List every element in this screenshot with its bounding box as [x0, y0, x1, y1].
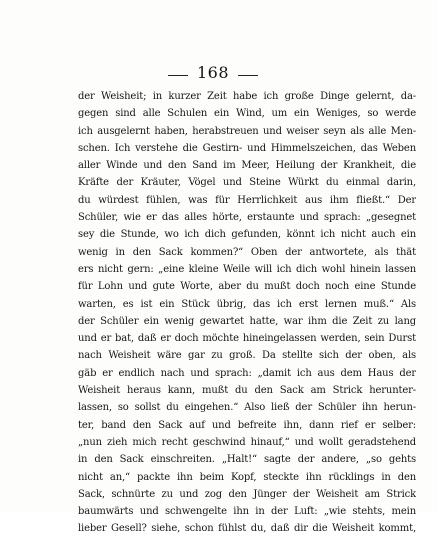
text-line: sey die Stunde, wo ich dich gefunden, könnt ich nicht auch ein — [78, 229, 416, 241]
text-line: wenig in den Sack kommen?“ Oben der antwortete, als thät — [78, 246, 416, 258]
page-number: 168 — [196, 63, 230, 82]
body-text — [78, 88, 416, 538]
text-line: und er bat, daß er doch möchte hineingelassen werden, sein Durst — [78, 333, 416, 345]
text-line: der Schüler ein wenig gewartet hatte, war ihm die Zeit zu lang — [78, 315, 416, 327]
header-rule-right — [238, 75, 258, 76]
text-line: baumwärts und schwengelte ihn in der Luft: „wie stehts, mein — [78, 506, 416, 518]
text-line: für Lohn und gute Worte, aber du mußt doch noch eine Stunde — [78, 281, 416, 293]
text-line: ich ausgelernt haben, herabstreuen und weiser seyn als alle Men- — [78, 125, 416, 137]
page-header — [0, 63, 437, 85]
text-line: nach Weisheit wäre gar zu groß. Da stellte sich der oben, als — [78, 350, 416, 362]
text-line: der Weisheit; in kurzer Zeit habe ich große Dinge gelernt, da- — [78, 91, 416, 102]
text-line: lassen, so sollst du eingehen.“ Also ließ der Schüler ihn herun- — [78, 402, 416, 414]
text-line: Schüler, wie er das alles hörte, erstaunte und sprach: „gesegnet — [78, 212, 416, 224]
text-line: „nun zieh mich recht geschwind hinauf,“ und wollt geradstehend — [78, 436, 416, 448]
text-line: gäb er endlich nach und sprach: „damit ich aus dem Haus der — [78, 367, 416, 379]
text-line: Sack, schnürte zu und zog den Jünger der Weisheit am Strick — [78, 488, 416, 500]
text-line: ter, band den Sack auf und befreite ihn, dann rief er selber: — [78, 419, 416, 431]
header-rule-left — [168, 75, 188, 76]
text-line: in den Sack einschreiten. „Halt!“ sagte der andere, „so gehts — [78, 454, 416, 466]
text-line: Kräfte der Kräuter, Vögel und Steine Würkt du einmal darin, — [78, 177, 416, 189]
text-line: ers nicht gern: „eine kleine Weile will ich dich wohl hinein lassen — [78, 263, 416, 275]
text-line: gegen sind alle Schulen ein Wind, um ein Weniges, so werde — [78, 108, 416, 120]
text-line: Weisheit heraus kann, mußt du den Sack am Strick herunter- — [78, 385, 416, 397]
text-line: warten, es ist ein Stück übrig, das ich erst lernen muß.“ Als — [78, 298, 416, 310]
text-line: schen. Ich verstehe die Gestirn- und Himmelszeichen, das Weben — [78, 142, 416, 154]
text-line: lieber Gesell? siehe, schon fühlst du, daß dir die Weisheit kommt, — [78, 523, 416, 535]
text-line: aller Winde und den Sand im Meer, Heilung der Krankheit, die — [78, 160, 416, 172]
text-line: nicht an,“ packte ihn beim Kopf, steckte ihn rücklings in den — [78, 471, 416, 483]
text-line: du würdest fühlen, was für Herrlichkeit aus ihm fließt.“ Der — [78, 194, 416, 206]
